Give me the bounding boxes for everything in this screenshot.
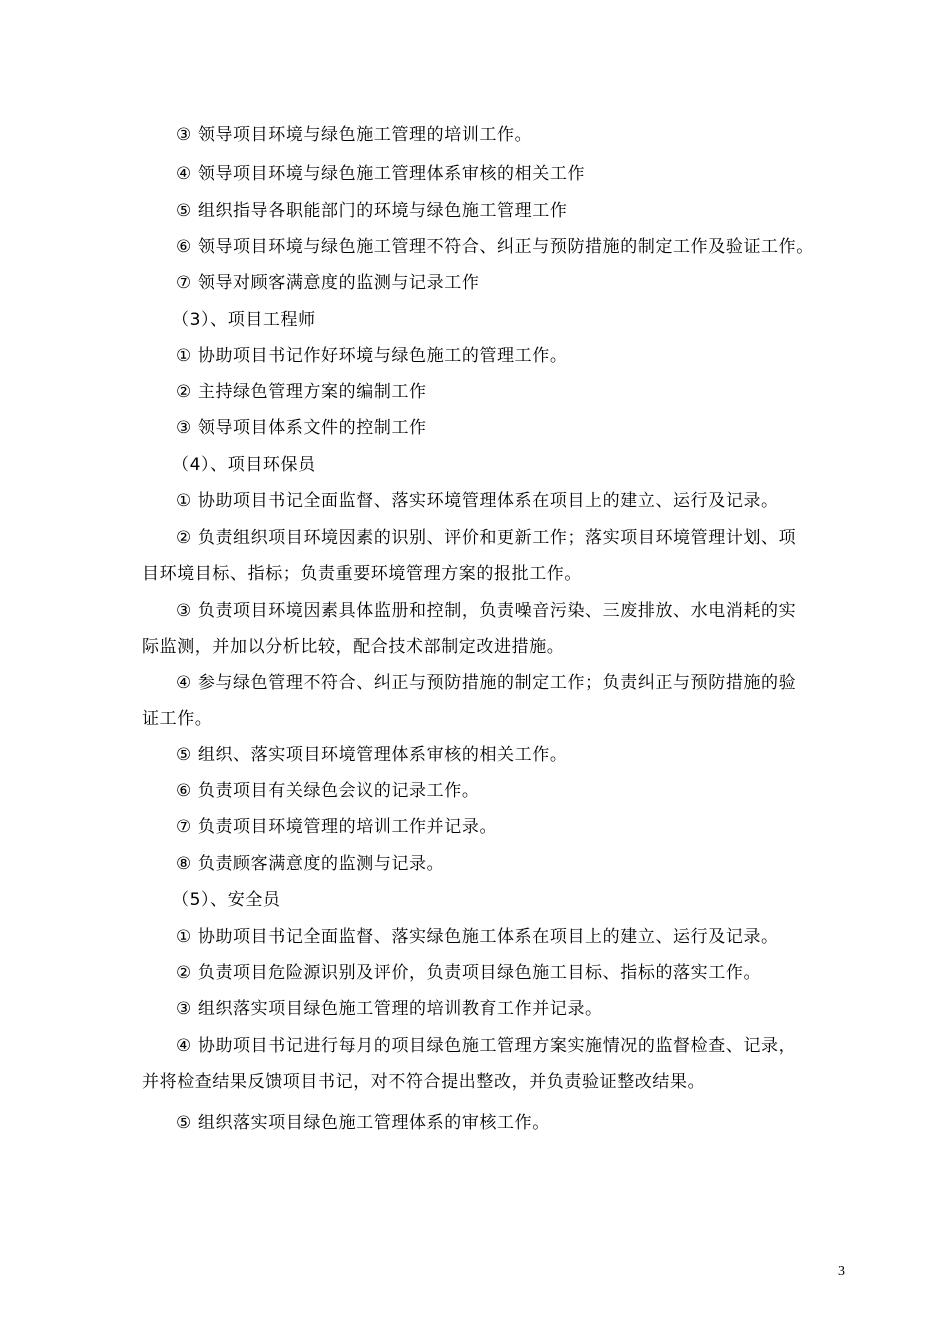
paragraph-line: ⑦ 负责项目环境管理的培训工作并记录。 <box>176 817 498 837</box>
paragraph-line: 证工作。 <box>142 709 213 729</box>
paragraph-line: ① 协助项目书记全面监督、落实绿色施工体系在项目上的建立、运行及记录。 <box>176 927 779 947</box>
paragraph-line: ① 协助项目书记作好环境与绿色施工的管理工作。 <box>176 346 568 366</box>
paragraph-line: ④ 参与绿色管理不符合、纠正与预防措施的制定工作；负责纠正与预防措施的验 <box>176 673 797 693</box>
paragraph-line: 并将检查结果反馈项目书记，对不符合提出整改，并负责验证整改结果。 <box>142 1072 706 1092</box>
paragraph-line: ⑥ 领导项目环境与绿色施工管理不符合、纠正与预防措施的制定工作及验证工作。 <box>176 237 814 257</box>
paragraph-line: ⑦ 领导对顾客满意度的监测与记录工作 <box>176 273 480 293</box>
paragraph-line: ⑤ 组织落实项目绿色施工管理体系的审核工作。 <box>176 1113 550 1133</box>
section-heading: （3）、项目工程师 <box>172 310 316 330</box>
paragraph-line: ⑥ 负责项目有关绿色会议的记录工作。 <box>176 781 480 801</box>
paragraph-line: ⑧ 负责顾客满意度的监测与记录。 <box>176 854 445 874</box>
paragraph-line: ⑤ 组织指导各职能部门的环境与绿色施工管理工作 <box>176 201 568 221</box>
section-heading: （5）、安全员 <box>172 890 281 910</box>
paragraph-line: ② 负责组织项目环境因素的识别、评价和更新工作；落实项目环境管理计划、项 <box>176 528 797 548</box>
section-heading: （4）、项目环保员 <box>172 455 316 475</box>
paragraph-line: 际监测，并加以分析比较，配合技术部制定改进措施。 <box>142 637 565 657</box>
paragraph-line: ④ 领导项目环境与绿色施工管理体系审核的相关工作 <box>176 164 586 184</box>
paragraph-line: ③ 组织落实项目绿色施工管理的培训教育工作并记录。 <box>176 999 603 1019</box>
page-number: 3 <box>838 1264 845 1279</box>
paragraph-line: ② 负责项目危险源识别及评价，负责项目绿色施工目标、指标的落实工作。 <box>176 963 762 983</box>
paragraph-line: 目环境目标、指标；负责重要环境管理方案的报批工作。 <box>142 564 582 584</box>
paragraph-line: ④ 协助项目书记进行每月的项目绿色施工管理方案实施情况的监督检查、记录， <box>176 1036 797 1056</box>
paragraph-line: ⑤ 组织、落实项目环境管理体系审核的相关工作。 <box>176 745 568 765</box>
paragraph-line: ① 协助项目书记全面监督、落实环境管理体系在项目上的建立、运行及记录。 <box>176 491 779 511</box>
paragraph-line: ③ 领导项目体系文件的控制工作 <box>176 418 427 438</box>
paragraph-line: ③ 领导项目环境与绿色施工管理的培训工作。 <box>176 125 533 145</box>
paragraph-line: ② 主持绿色管理方案的编制工作 <box>176 382 427 402</box>
paragraph-line: ③ 负责项目环境因素具体监册和控制，负责噪音污染、三废排放、水电消耗的实 <box>176 601 797 621</box>
